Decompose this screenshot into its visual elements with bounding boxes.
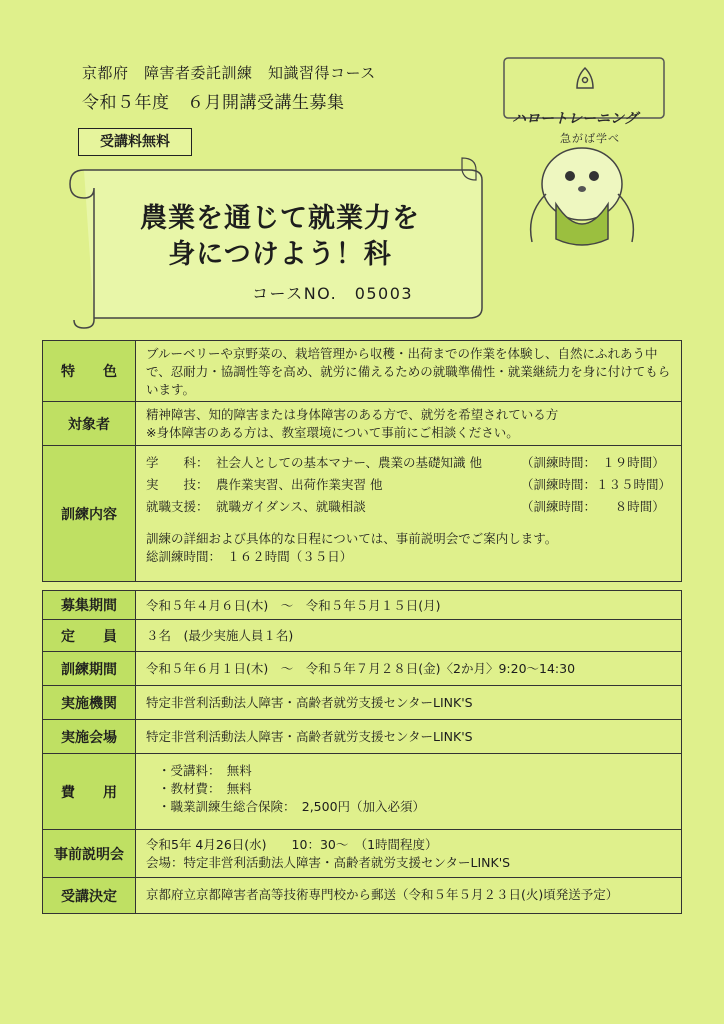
value-cost xyxy=(136,754,681,829)
row-target xyxy=(42,402,682,446)
content-item xyxy=(146,476,671,494)
cost-item: ・職業訓練生総合保険： 2,500円（加入必須） xyxy=(158,799,426,814)
label-decision: 受講決定 xyxy=(43,878,136,913)
content-item-hours: （訓練時間： ８時間） xyxy=(521,499,665,514)
briefing-date: 令和5年 4月26日(水) 10：30～ （1時間程度） xyxy=(146,837,438,852)
content-item xyxy=(146,498,671,516)
content-item-desc: 社会人としての基本マナー、農業の基礎知識 他 xyxy=(216,455,482,470)
content-item xyxy=(146,454,671,472)
free-tuition-badge: 受講料無料 xyxy=(78,128,192,156)
logo-subtitle: 急がば学べ xyxy=(560,132,620,145)
course-title-line1: 農業を通じて就業力を xyxy=(140,203,420,234)
logo-title: ハロートレーニング xyxy=(512,111,638,127)
target-line1: 精神障害、知的障害または身体障害のある方で、就労を希望されている方 xyxy=(146,407,559,422)
briefing-venue: 会場：特定非営利活動法人障害・高齢者就労支援センターLINK'S xyxy=(146,855,511,870)
label-briefing: 事前説明会 xyxy=(43,830,136,877)
course-number: コースNO. 05003 xyxy=(252,284,414,303)
row-recruit xyxy=(42,590,682,620)
content-note: 訓練の詳細および具体的な日程については、事前説明会でご案内します。 xyxy=(146,531,558,546)
value-recruit: 令和５年４月６日(木) ～ 令和５年５月１５日(月) xyxy=(146,598,441,613)
label-venue: 実施会場 xyxy=(43,720,136,753)
value-briefing xyxy=(136,830,681,877)
label-capacity: 定 員 xyxy=(43,620,136,651)
row-org xyxy=(42,686,682,720)
value-content xyxy=(136,446,681,581)
content-item-hours: （訓練時間： １９時間） xyxy=(521,455,665,470)
value-features: ブルーベリーや京野菜の、栽培管理から収穫・出荷までの作業を体験し、自然にふれあう中で、忍耐力・協調性等を高め、就労に備えるための就職準備性・就業継続力を身に付けてもらいます。 xyxy=(146,346,671,397)
label-period: 訓練期間 xyxy=(43,652,136,685)
content-total-hours: 総訓練時間： １６２時間（３５日） xyxy=(146,549,353,564)
row-venue xyxy=(42,720,682,754)
content-item-desc: 就職ガイダンス、就職相談 xyxy=(216,499,366,514)
label-cost: 費 用 xyxy=(43,754,136,829)
row-briefing xyxy=(42,830,682,878)
value-period: 令和５年６月１日(木) ～ 令和５年７月２８日(金)〈2か月〉9:20～14:30 xyxy=(146,661,576,676)
target-line2: ※身体障害のある方は、教室環境について事前にご相談ください。 xyxy=(146,425,519,440)
cost-item: ・教材費： 無料 xyxy=(158,781,252,796)
row-period xyxy=(42,652,682,686)
content-item-hours: （訓練時間：１３５時間） xyxy=(521,477,672,492)
header-line1: 京都府 障害者委託訓練 知識習得コース xyxy=(82,64,376,82)
content-item-key: 就職支援： xyxy=(146,499,209,514)
row-cost xyxy=(42,754,682,830)
value-decision: 京都府立京都障害者高等技術専門校から郵送（令和５年５月２３日(火)頃発送予定） xyxy=(146,887,619,902)
content-item-key: 実 技： xyxy=(146,477,209,492)
label-features: 特 色 xyxy=(43,341,136,401)
value-capacity: ３名 (最少実施人員１名) xyxy=(146,628,294,643)
label-org: 実施機関 xyxy=(43,686,136,719)
info-table xyxy=(42,340,682,914)
content-item-desc: 農作業実習、出荷作業実習 他 xyxy=(216,477,383,492)
course-title-line2: 身につけよう！科 xyxy=(168,239,392,270)
value-target xyxy=(136,402,681,445)
label-recruit: 募集期間 xyxy=(43,591,136,619)
label-content: 訓練内容 xyxy=(43,446,136,581)
row-features xyxy=(42,340,682,402)
cost-item: ・受講料： 無料 xyxy=(158,763,252,778)
content-item-key: 学 科： xyxy=(146,455,209,470)
header-line2: 令和５年度 ６月開講受講生募集 xyxy=(82,93,345,113)
rocket-icon xyxy=(577,68,593,88)
label-target: 対象者 xyxy=(43,402,136,445)
row-decision xyxy=(42,878,682,914)
value-org: 特定非営利活動法人障害・高齢者就労支援センターLINK'S xyxy=(146,695,473,710)
value-venue: 特定非営利活動法人障害・高齢者就労支援センターLINK'S xyxy=(146,729,473,744)
row-capacity xyxy=(42,620,682,652)
row-content xyxy=(42,446,682,582)
